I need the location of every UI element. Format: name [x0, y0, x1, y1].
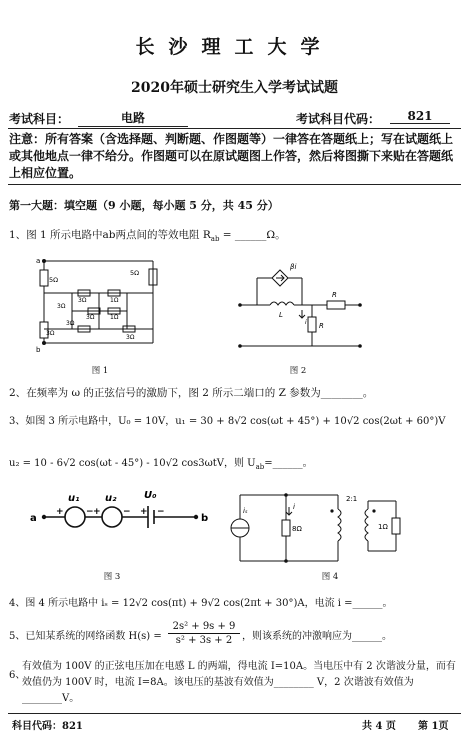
figure-2-circuit — [232, 262, 367, 352]
footer-rule — [8, 713, 461, 714]
source-u1 — [65, 507, 85, 527]
fig3-minus-2: − — [123, 507, 131, 517]
fig4-resistor-label: 8Ω — [292, 525, 302, 533]
fig1-terminal-a: a — [36, 257, 41, 265]
subject-label: 考试科目： — [9, 112, 70, 126]
fig2-r1-label: R — [332, 291, 337, 299]
figure-1-caption: 图 1 — [91, 366, 109, 376]
question-5-number: 5、 — [9, 631, 26, 642]
inductor-L — [270, 302, 294, 305]
fig4-ratio-label: 2:1 — [346, 495, 358, 503]
resistor-left-5ohm — [40, 270, 48, 286]
question-1-number: 1、 — [9, 229, 27, 241]
fig3-terminal-b: b — [201, 513, 209, 524]
question-6-text: 有效值为 100V 的正弦电压加在电感 L 的两端，得电流 I=10A。当电压中有 2 次谐波分量，而有效值仍为 100V 时，电流 I=8A。该电压的基波有效值为________ V，2 次谐波有效值为________V。 — [22, 661, 456, 704]
fig1-label-7: 1Ω — [110, 314, 119, 321]
question-4-number: 4、 — [9, 598, 26, 609]
code-value: 821 — [390, 109, 450, 124]
question-3-text: 如图 3 所示电路中，U₀ = 10V，u₁ = 30 + 8√2 cos(ωt + 45°) + 10√2 cos(2ωt + 60°)V — [25, 416, 446, 427]
resistor-8ohm — [282, 520, 290, 536]
university-name: 长沙理工大学 — [135, 36, 334, 58]
figure-3-circuit — [30, 482, 215, 552]
question-3-subscript: ab — [255, 463, 265, 471]
notice: 注意：所有答案（含选择题、判断题、作图题等）一律答在答题纸上；写在试题纸上或其他地点一律不给分。作图题可以在原试题图上作答，然后将图撕下来贴在答题纸上相应位置。 — [9, 132, 454, 180]
question-4 — [9, 597, 393, 611]
question-3-line-2 — [9, 457, 313, 474]
question-1-text: 图 1 所示电路中ab两点间的等效电阻 R — [26, 229, 211, 241]
subject-value: 电路 — [78, 109, 188, 127]
fig3-minus-1: − — [86, 507, 94, 517]
fig1-label-2: 5Ω — [130, 269, 140, 277]
fig3-minus-3: − — [157, 507, 165, 517]
source-u2 — [102, 507, 122, 527]
fig1-label-6: 3Ω — [86, 314, 95, 321]
fig3-terminal-a: a — [30, 513, 37, 524]
transformer-secondary — [365, 509, 368, 541]
fig3-plus-2: + — [93, 507, 101, 517]
footer-code: 科目代码：821 — [12, 721, 83, 732]
fig1-label-8: 3Ω — [66, 320, 75, 327]
fig4-current-label: i — [293, 503, 295, 511]
question-5-tail: ，则该系统的冲激响应为______。 — [242, 631, 392, 642]
notice-rule — [8, 184, 461, 185]
fig1-label-1: 5Ω — [49, 276, 59, 284]
fig1-label-3: 3Ω — [78, 297, 87, 304]
resistor-R-shunt — [308, 317, 316, 332]
fig2-inductor-label: L — [279, 311, 283, 319]
question-2-number: 2、 — [9, 387, 27, 399]
fig3-u0-label: U₀ — [144, 490, 157, 501]
question-5 — [9, 630, 162, 644]
question-5-text: 已知某系统的网络函数 H(s) = — [25, 631, 162, 642]
fig4-resistor2-label: 1Ω — [378, 523, 388, 531]
resistor-R-series — [327, 301, 345, 309]
fig3-plus-1: + — [56, 507, 64, 517]
fig2-current-label: i — [305, 319, 307, 326]
question-2-text: 在频率为 ω 的正弦信号的激励下，图 2 所示二端口的 Z 参数为________。 — [26, 387, 374, 399]
question-1 — [9, 228, 286, 246]
figure-3-caption: 图 3 — [103, 572, 121, 582]
fig1-label-9: 3Ω — [46, 330, 55, 337]
question-3-line-1 — [9, 415, 445, 429]
figure-4-caption: 图 4 — [321, 572, 339, 582]
fig1-label-5: 1Ω — [110, 297, 119, 304]
question-1-subscript: ab — [210, 235, 220, 244]
question-3-tail: =______。 — [264, 458, 313, 469]
question-5-fraction — [168, 620, 240, 647]
question-3-number: 3、 — [9, 416, 26, 427]
fig1-terminal-b: b — [36, 346, 41, 354]
fraction-numerator: 2s² + 9s + 9 — [168, 620, 240, 634]
fig2-r2-label: R — [319, 322, 324, 330]
footer-page-count: 共 4 页 — [362, 721, 396, 732]
exam-title: 2020年硕士研究生入学考试试题 — [131, 80, 338, 96]
section1-title: 第一大题：填空题（9 小题，每小题 5 分，共 45 分） — [9, 199, 279, 212]
fig1-label-10: 3Ω — [126, 334, 135, 341]
transformer-primary — [338, 509, 341, 541]
question-6-number: 6、 — [9, 670, 26, 681]
question-1-tail: = ______Ω。 — [219, 229, 286, 241]
figure-1-circuit — [38, 255, 163, 355]
figure-2-caption: 图 2 — [289, 366, 307, 376]
fig3-u2-label: u₂ — [105, 493, 117, 504]
fig3-u1-label: u₁ — [68, 493, 80, 504]
fig1-label-4: 3Ω — [57, 303, 66, 310]
resistor-1ohm — [392, 518, 400, 534]
question-3-text-2: u₂ = 10 - 6√2 cos(ωt - 45°) - 10√2 cos3ωtV，则 U — [9, 458, 256, 469]
fig4-source-label: iₛ — [243, 507, 248, 515]
fraction-denominator: s² + 3s + 2 — [175, 635, 233, 646]
figure-4-circuit — [228, 487, 423, 567]
footer-page-number: 第 1页 — [418, 721, 449, 732]
fig2-beta-label: βi — [290, 263, 297, 271]
header-rule — [8, 128, 461, 129]
question-4-text: 图 4 所示电路中 iₛ = 12√2 cos(πt) + 9√2 cos(2πt + 30°)A，电流 i =______。 — [25, 598, 393, 609]
question-2 — [9, 386, 373, 400]
fig3-plus-3: + — [140, 507, 148, 517]
code-label: 考试科目代码： — [296, 112, 381, 126]
